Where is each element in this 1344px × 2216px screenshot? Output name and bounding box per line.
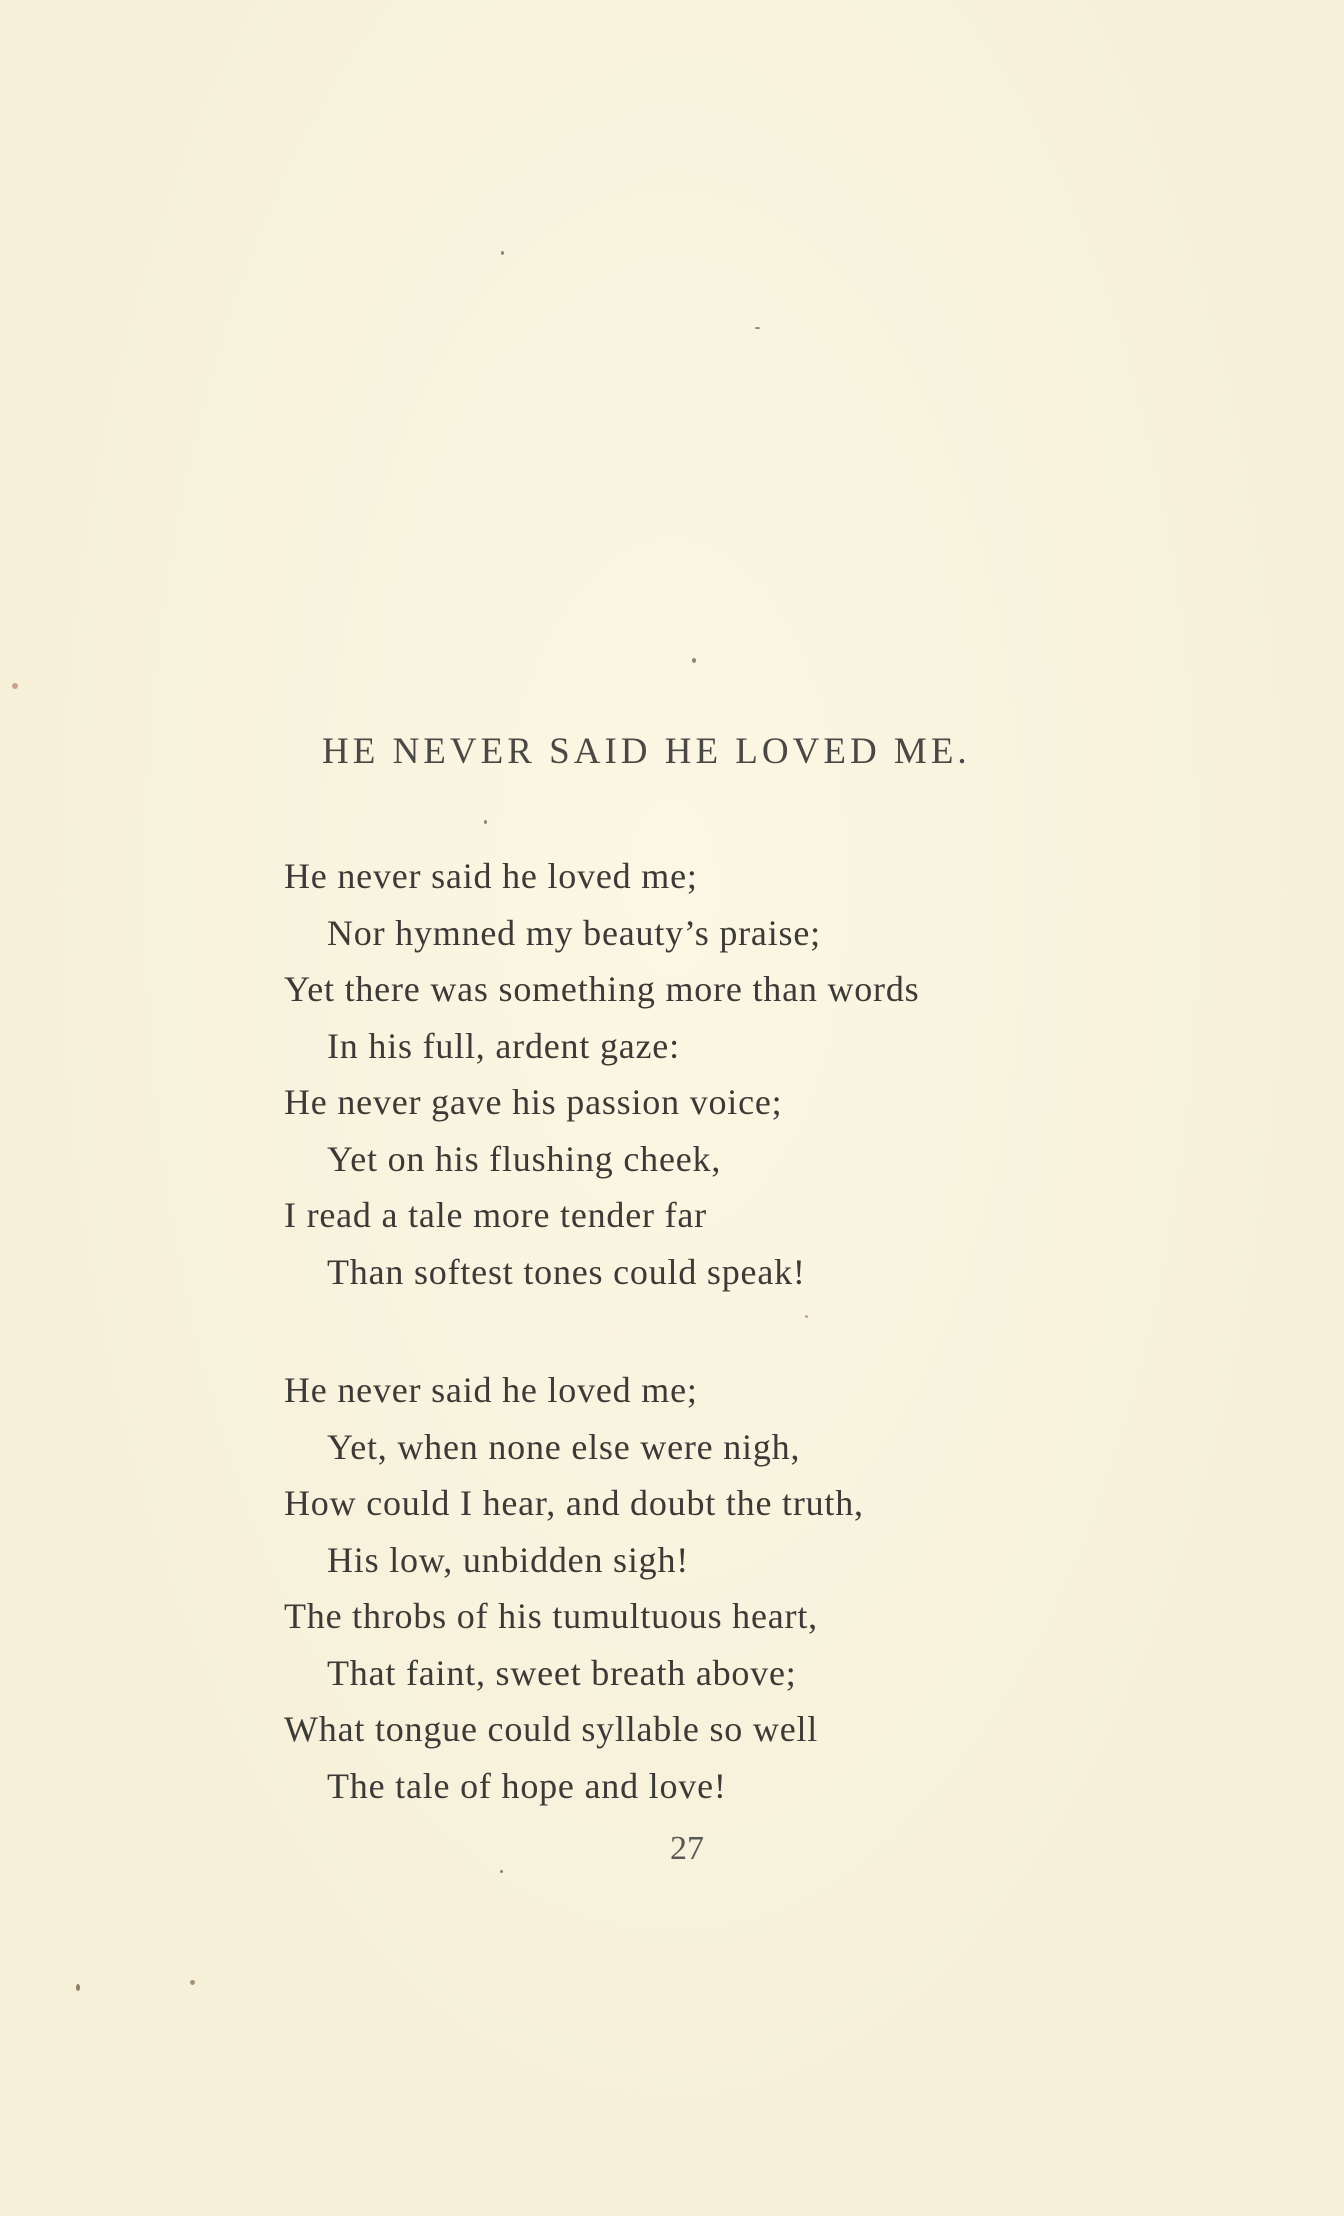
poem-title: HE NEVER SAID HE LOVED ME. [322, 731, 971, 772]
paper-speck [484, 820, 487, 824]
poem-line: In his full, ardent gaze: [327, 1025, 680, 1066]
poem-line: Yet, when none else were nigh, [327, 1426, 801, 1467]
poem-body [284, 848, 1144, 1814]
poem-line: I read a tale more tender far [284, 1195, 707, 1235]
paper-speck [500, 1870, 503, 1873]
paper-speck [76, 1984, 80, 1991]
poem-line: Yet there was something more than words [284, 969, 920, 1009]
paper-speck [692, 658, 696, 663]
poem-line: His low, unbidden sigh! [327, 1539, 690, 1580]
paper-speck [190, 1980, 195, 1985]
poem-line: The tale of hope and love! [327, 1765, 727, 1806]
stanza-1 [284, 848, 1144, 1300]
poem-line: He never gave his passion voice; [284, 1082, 783, 1122]
paper-speck [501, 251, 504, 255]
paper-speck [12, 683, 18, 689]
stanza-2 [284, 1362, 1144, 1814]
poem-line: He never said he loved me; [284, 856, 698, 896]
poem-line: What tongue could syllable so well [284, 1709, 819, 1749]
paper-speck [805, 1315, 808, 1318]
poem-line: The throbs of his tumultuous heart, [284, 1596, 818, 1636]
poem-line: He never said he loved me; [284, 1370, 698, 1410]
poem-line: Nor hymned my beauty’s praise; [327, 912, 821, 953]
poem-line: How could I hear, and doubt the truth, [284, 1483, 864, 1523]
poem-line: Yet on his flushing cheek, [327, 1138, 722, 1179]
poem-line: That faint, sweet breath above; [327, 1652, 797, 1693]
poem-line: Than softest tones could speak! [327, 1251, 806, 1292]
page-number: 27 [670, 1830, 704, 1867]
paper-speck [755, 327, 760, 329]
